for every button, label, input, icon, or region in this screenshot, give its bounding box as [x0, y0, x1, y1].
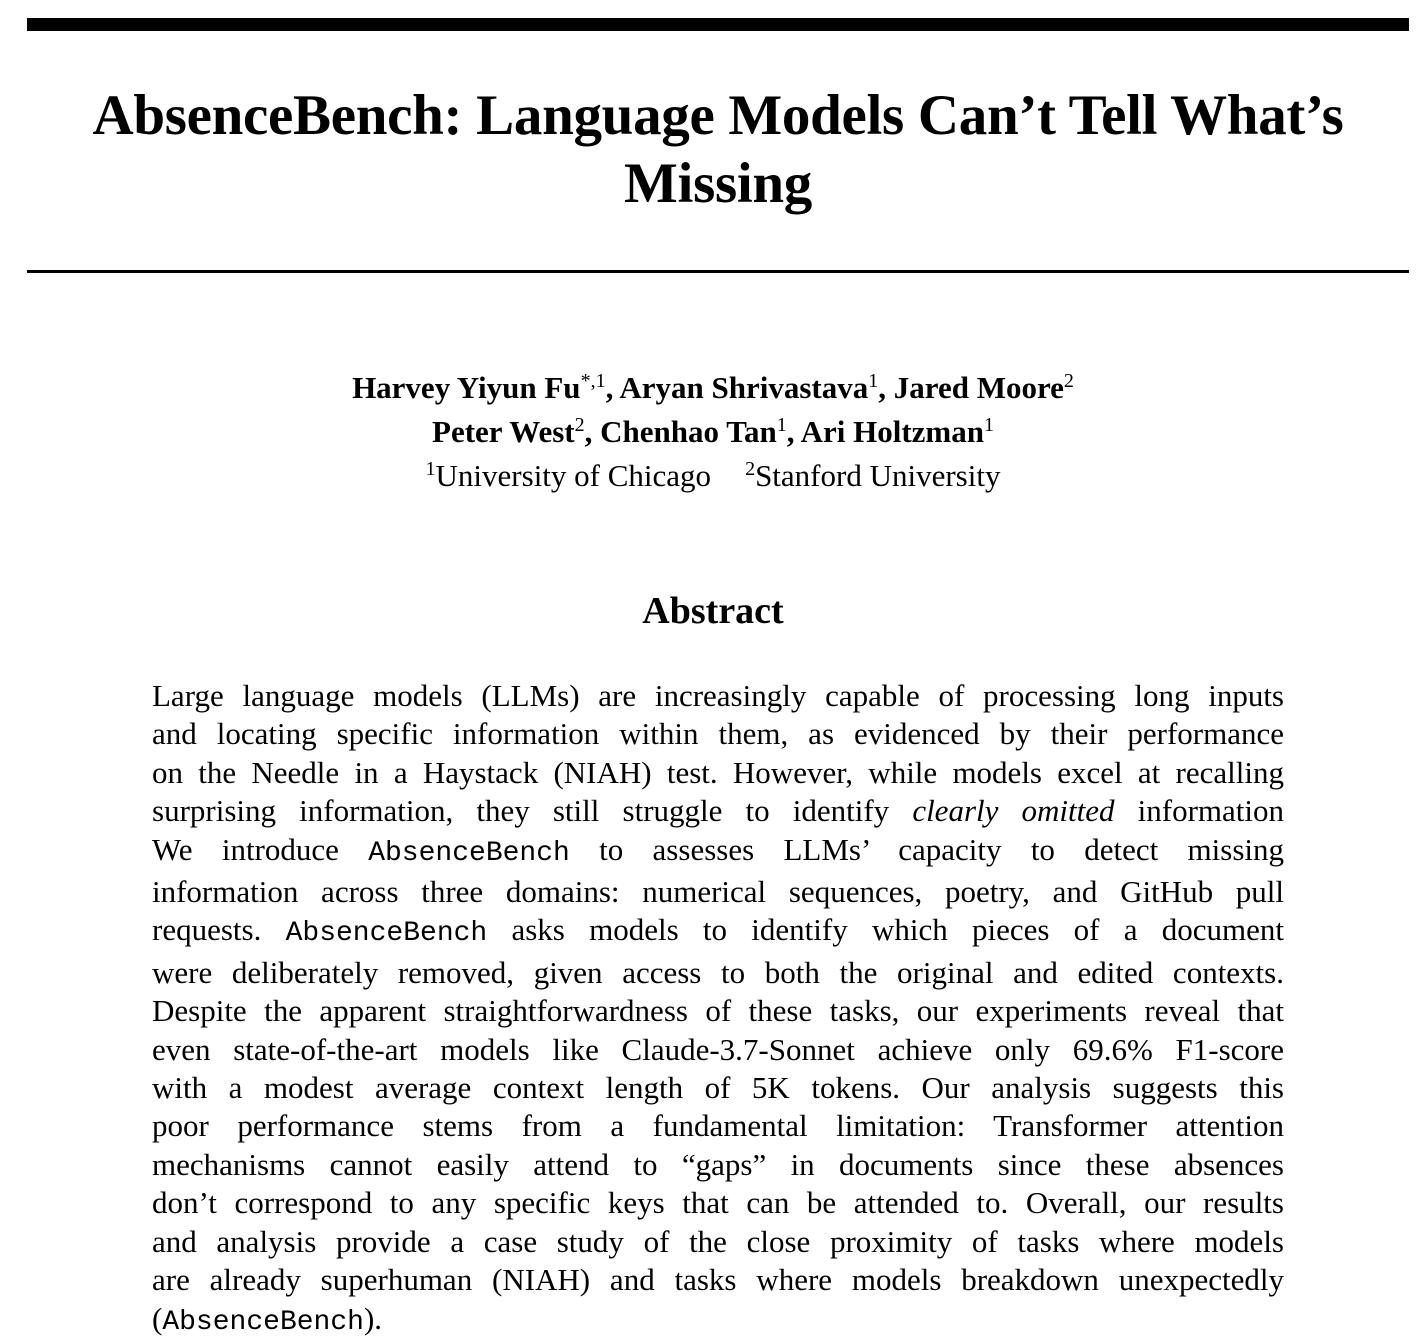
- abstract-line: were deliberately removed, given access to both the original and edited contexts.: [152, 954, 1284, 990]
- title-bottom-rule: [27, 270, 1409, 273]
- author-affil-mark: 1: [776, 414, 787, 436]
- title-line-2: Missing: [624, 152, 812, 215]
- abstract-line: are already superhuman (NIAH) and tasks where models breakdown unexpectedly: [152, 1262, 1284, 1298]
- author-name: Ari Holtzman: [800, 414, 984, 449]
- author-block: [0, 368, 1426, 500]
- author-name: Chenhao Tan: [600, 414, 777, 449]
- abstract-line: [152, 911, 1284, 953]
- abstract-emphasis: clearly omitted: [912, 793, 1115, 829]
- author-line-1: Harvey Yiyun $Fu^{*,1}$, Aryan Shrivastava$^1$, Jared Moore$^2$: [352, 370, 1074, 405]
- affiliations-line: [0, 456, 1426, 500]
- author-affil-mark: 1: [868, 370, 879, 392]
- author-name: Harvey Yiyun Fu: [352, 370, 581, 405]
- abstract-line: Large language models (LLMs) are increasingly capable of processing long inputs: [152, 678, 1284, 713]
- abstract-text: asks models to identify which pieces of a document: [487, 912, 1284, 948]
- benchmark-name-code: AbsenceBench: [285, 918, 488, 950]
- abstract-line: Despite the apparent straightforwardness of these tasks, our experiments reveal that: [152, 993, 1284, 1029]
- author-affil-mark: 2: [1063, 370, 1074, 392]
- affiliation-name: Stanford University: [755, 458, 1001, 493]
- benchmark-name-code: AbsenceBench: [368, 837, 570, 869]
- author-name: Peter West: [432, 414, 575, 449]
- affiliation-name: University of Chicago: [435, 458, 712, 493]
- abstract-text: We introduce: [152, 831, 369, 867]
- abstract-text: ).: [363, 1300, 383, 1336]
- top-rule: [27, 18, 1409, 31]
- abstract-text: to assesses LLMs’ capacity to detect missing: [569, 831, 1284, 867]
- abstract-text: surprising information, they still struggle to identify: [152, 793, 913, 829]
- abstract-paragraph: [152, 677, 1284, 1342]
- author-name: Aryan Shrivastava: [619, 370, 869, 405]
- benchmark-name-code: AbsenceBench: [162, 1306, 364, 1338]
- abstract-line: poor performance stems from a fundamental limitation: Transformer attention: [152, 1108, 1284, 1144]
- abstract-line: [152, 831, 1284, 873]
- abstract-line: mechanisms cannot easily attend to “gaps” in documents since these absences: [152, 1146, 1284, 1182]
- author-affil-mark: 2: [574, 414, 585, 436]
- affiliation-mark: 1: [425, 458, 436, 480]
- paper-title: [27, 82, 1409, 218]
- author-name: Jared Moore: [893, 370, 1064, 405]
- abstract-line: [152, 792, 1284, 830]
- affiliation-mark: 2: [745, 458, 756, 480]
- abstract-line: with a modest average context length of 5K tokens. Our analysis suggests this: [152, 1070, 1284, 1106]
- abstract-line: and locating specific information within them, as evidenced by their performance: [152, 716, 1284, 752]
- abstract-line: [152, 1300, 1284, 1342]
- abstract-line: even state-of-the-art models like Claude-3.7-Sonnet achieve only 69.6% F1-score: [152, 1031, 1284, 1067]
- abstract-heading: Abstract: [642, 590, 784, 632]
- author-affil-mark: 1: [983, 414, 994, 436]
- abstract-line: on the Needle in a Haystack (NIAH) test. However, while models excel at recalling: [152, 754, 1284, 790]
- abstract-line: and analysis provide a case study of the close proximity of tasks where models: [152, 1223, 1284, 1259]
- author-affil-mark: *,1: [580, 370, 606, 392]
- abstract-text: requests.: [152, 912, 286, 948]
- abstract-line: don’t correspond to any specific keys that can be attended to. Overall, our results: [152, 1185, 1284, 1221]
- abstract-text: (: [152, 1300, 163, 1336]
- author-line-2: Peter West$^2$, Chenhao Tan$^1$, Ari Holtzman$^1$: [432, 414, 994, 449]
- title-line-1: AbsenceBench: Language Models Can’t Tell What’s: [92, 84, 1344, 147]
- abstract-line: information across three domains: numerical sequences, poetry, and GitHub pull: [152, 874, 1284, 910]
- abstract-text: information: [1114, 793, 1284, 829]
